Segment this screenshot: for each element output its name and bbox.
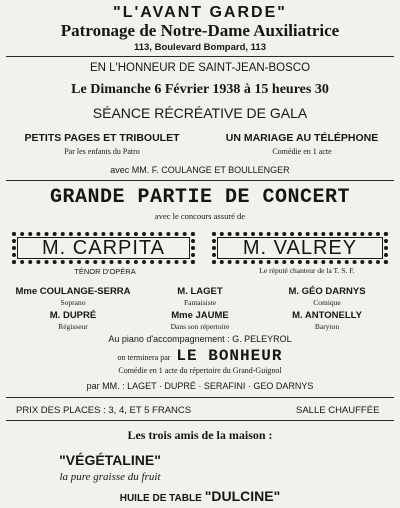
ending-line [0, 347, 400, 365]
divider [6, 397, 394, 398]
divider [6, 180, 394, 181]
star-role-valrey: Le réputé chanteur de la T. S. F. [259, 266, 355, 275]
oil-label: HUILE DE TABLE [119, 493, 202, 504]
performer-name: Mme JAUME [171, 310, 229, 321]
dulcine-ad [0, 488, 400, 504]
performer-role: Baryton [314, 322, 340, 331]
performer-role: Soprano [60, 298, 86, 307]
ads-intro: Les trois amis de la maison : [127, 428, 273, 442]
ending-intro: on terminera par [117, 353, 171, 362]
brand-vegetaline: "VÉGÉTALINE" [59, 452, 161, 468]
address: 113, Boulevard Bompard, 113 [133, 42, 266, 53]
ending-cast: par MM. : LAGET · DUPRÉ · SERAFINI · GEO DARNYS [86, 381, 314, 391]
performer-role: Fantaisiste [183, 298, 217, 307]
play-1-note: Par les enfants du Patro [64, 147, 140, 156]
performer-role: Dans son répertoire [170, 322, 230, 331]
star-box-carpita [12, 232, 195, 264]
piano-line: Au piano d'accompagnement : G. PELEYROL [108, 334, 292, 344]
seance-title: SÉANCE RÉCRÉATIVE DE GALA [92, 105, 308, 121]
organization-name: Patronage de Notre-Dame Auxiliatrice [60, 21, 340, 40]
star-name-valrey: M. VALREY [217, 237, 383, 259]
performer [8, 310, 138, 332]
play-2-note: Comédie en 1 acte [272, 147, 332, 156]
play-1-title: PETITS PAGES ET TRIBOULET [24, 132, 180, 144]
performer-name: M. DUPRÉ [49, 310, 97, 321]
divider [6, 420, 394, 421]
performer-role: Comique [313, 298, 341, 307]
star-name-carpita: M. CARPITA [17, 237, 190, 259]
star-role-carpita: TÉNOR D'OPÉRA [74, 267, 136, 276]
divider [6, 56, 394, 57]
performer [262, 286, 392, 308]
brand-dulcine: "DULCINE" [204, 488, 281, 504]
concert-title: GRANDE PARTIE DE CONCERT [49, 186, 351, 209]
ticket-prices: PRIX DES PLACES : 3, 4, ET 5 FRANCS [16, 405, 192, 416]
heated-hall: SALLE CHAUFFÉE [296, 405, 380, 416]
event-date: Le Dimanche 6 Février 1938 à 15 heures 30 [71, 82, 329, 97]
with-actors-line: avec MM. F. COULANGE ET BOULLENGER [110, 165, 290, 175]
performer-name: M. ANTONELLY [292, 310, 362, 321]
star-box-valrey [212, 232, 388, 264]
poster-title: "L'AVANT GARDE" [113, 4, 287, 21]
performer [8, 286, 138, 308]
performer-name: M. LAGET [177, 286, 223, 297]
concert-assured: avec le concours assuré de [154, 211, 246, 221]
ending-note: Comédie en 1 acte du répertoire du Grand-Guignol [118, 366, 282, 375]
play-2-title: UN MARIAGE AU TÉLÉPHONE [225, 132, 379, 144]
performer [140, 310, 260, 332]
performer [262, 310, 392, 332]
vegetaline-slogan: la pure graisse du fruit [59, 471, 161, 483]
performer-name: M. GÉO DARNYS [288, 286, 366, 297]
ending-title: LE BONHEUR [176, 347, 283, 365]
performer-name: Mme COULANGE-SERRA [15, 286, 131, 297]
performer-role: Régisseur [58, 322, 88, 331]
honor-line: EN L'HONNEUR DE SAINT-JEAN-BOSCO [89, 62, 311, 74]
performer [140, 286, 260, 308]
